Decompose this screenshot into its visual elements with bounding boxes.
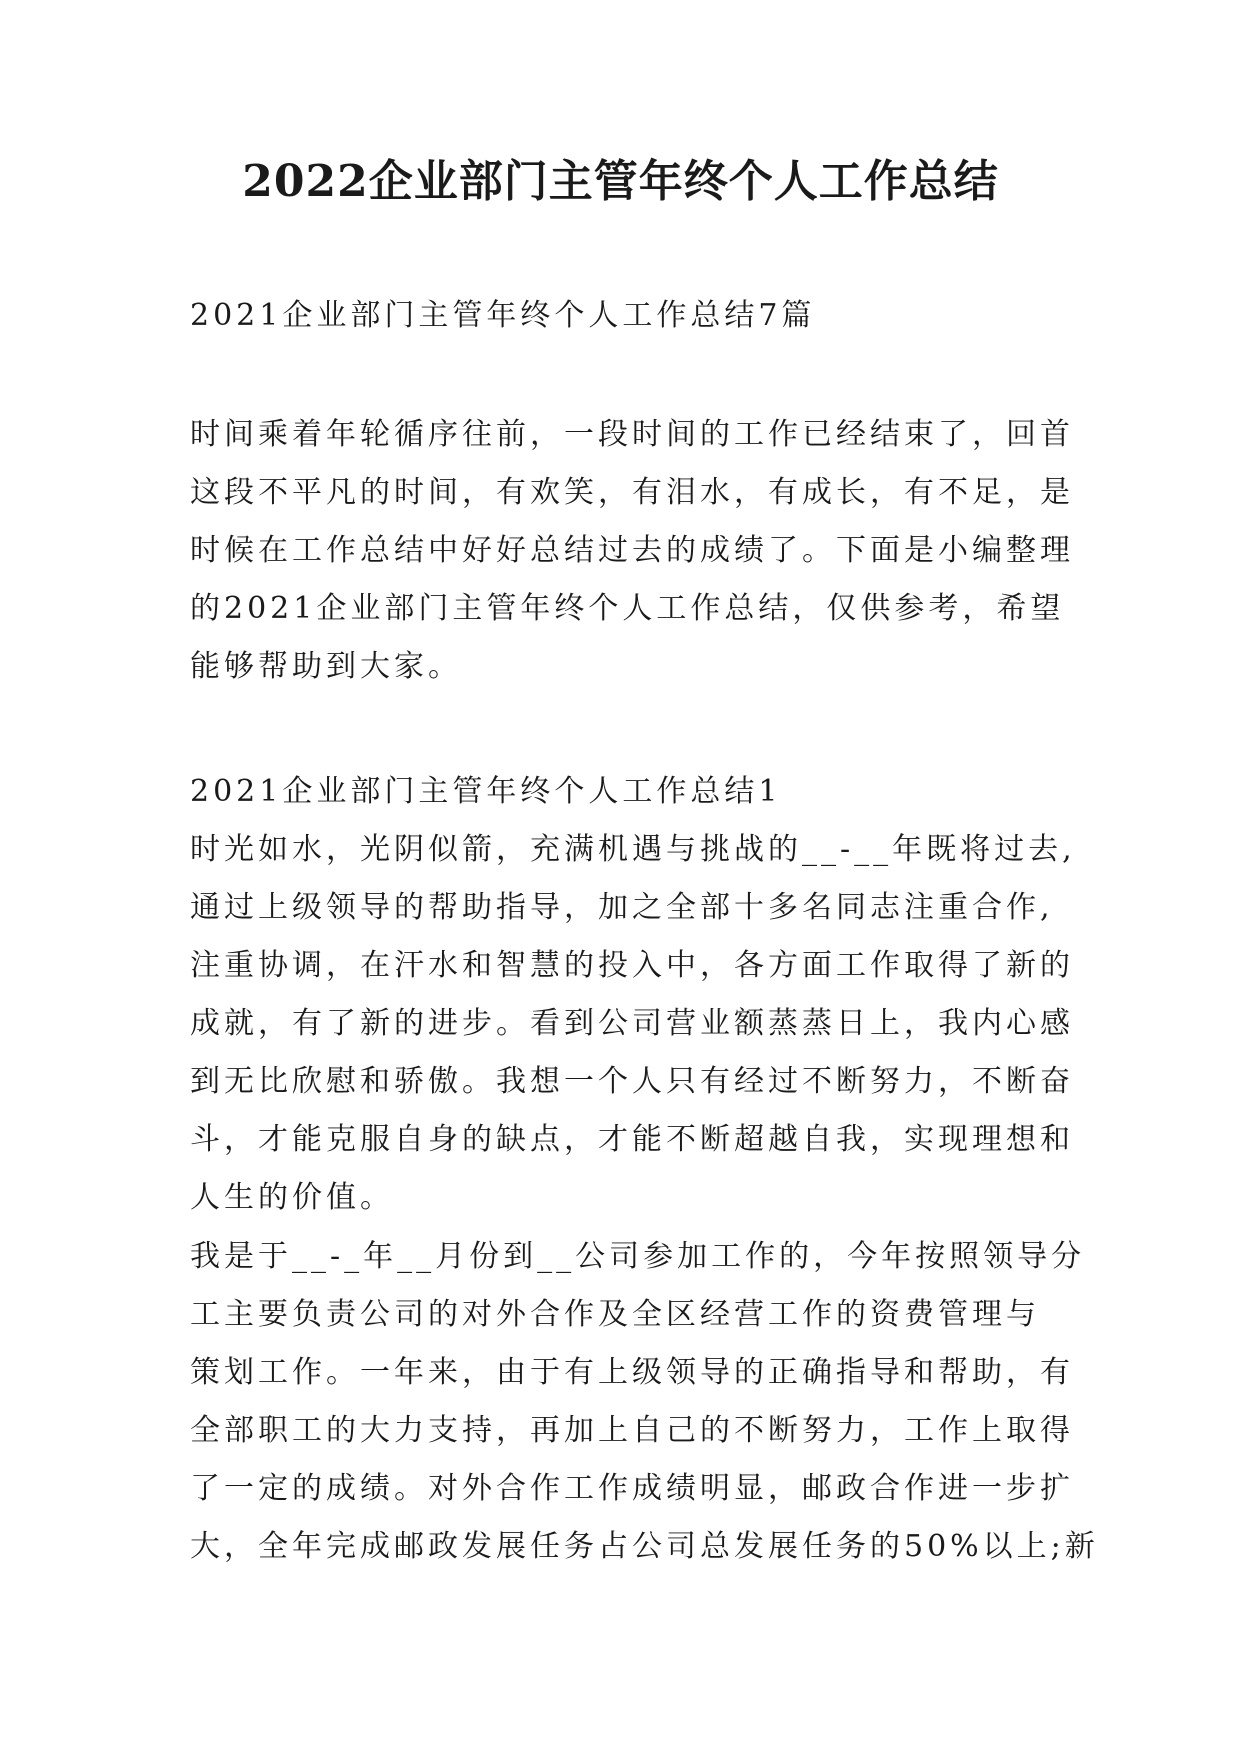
paragraph-line: 注重协调，在汗水和智慧的投入中，各方面工作取得了新的 <box>190 948 1074 983</box>
intro-line: 时间乘着年轮循序往前，一段时间的工作已经结束了，回首 <box>190 417 1074 452</box>
intro-line: 能够帮助到大家。 <box>190 649 462 684</box>
paragraph-line: 工主要负责公司的对外合作及全区经营工作的资费管理与 <box>190 1297 1040 1332</box>
section-heading: 2021企业部门主管年终个人工作总结1 <box>190 774 782 809</box>
paragraph-line: 全部职工的大力支持，再加上自己的不断努力，工作上取得 <box>190 1413 1074 1448</box>
paragraph-line: 大，全年完成邮政发展任务占公司总发展任务的50%以上;新 <box>190 1529 1099 1564</box>
paragraph-line: 斗，才能克服自身的缺点，才能不断超越自我，实现理想和 <box>190 1122 1074 1157</box>
intro-line: 这段不平凡的时间，有欢笑，有泪水，有成长，有不足，是 <box>190 475 1074 510</box>
paragraph-line: 通过上级领导的帮助指导，加之全部十多名同志注重合作, <box>190 890 1054 925</box>
document-title: 2022企业部门主管年终个人工作总结 <box>242 156 999 207</box>
body-paragraph-1 <box>190 821 1076 1227</box>
intro-line: 的2021企业部门主管年终个人工作总结，仅供参考，希望 <box>190 591 1065 626</box>
paragraph-line: 人生的价值。 <box>190 1180 394 1215</box>
paragraph-line: 到无比欣慰和骄傲。我想一个人只有经过不断努力，不断奋 <box>190 1064 1074 1099</box>
paragraph-line: 时光如水，光阴似箭，充满机遇与挑战的__-__年既将过去, <box>190 832 1076 867</box>
intro-line: 时候在工作总结中好好总结过去的成绩了。下面是小编整理 <box>190 533 1074 568</box>
body-paragraph-2 <box>190 1228 1099 1576</box>
paragraph-line: 了一定的成绩。对外合作工作成绩明显，邮政合作进一步扩 <box>190 1471 1074 1506</box>
paragraph-line: 我是于__-_年__月份到__公司参加工作的，今年按照领导分 <box>190 1239 1086 1274</box>
document-subtitle: 2021企业部门主管年终个人工作总结7篇 <box>190 298 816 333</box>
paragraph-line: 成就，有了新的进步。看到公司营业额蒸蒸日上，我内心感 <box>190 1006 1074 1041</box>
paragraph-line: 策划工作。一年来，由于有上级领导的正确指导和帮助，有 <box>190 1355 1074 1390</box>
intro-paragraph <box>190 406 1074 696</box>
